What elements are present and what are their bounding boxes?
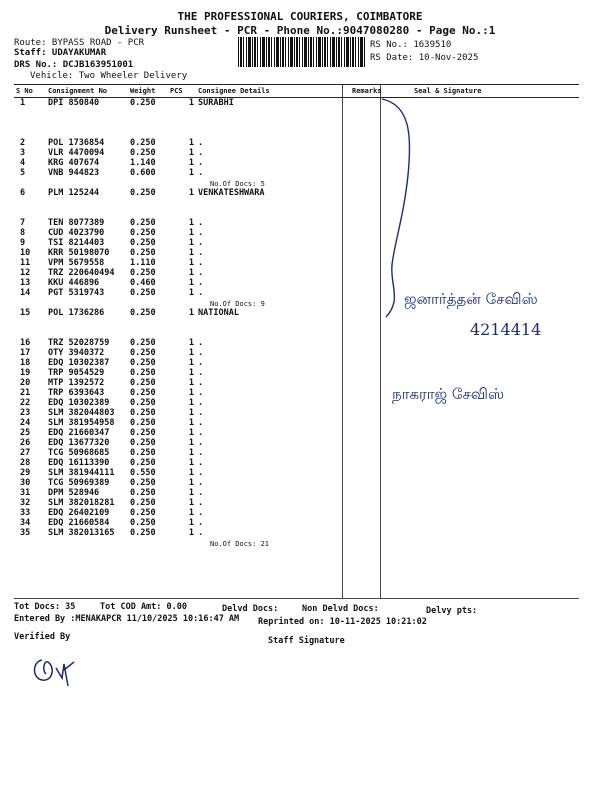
weight: 0.250 bbox=[130, 98, 156, 108]
pieces: 1 bbox=[188, 138, 194, 148]
pieces: 1 bbox=[188, 378, 194, 388]
staff: Staff: UDAYAKUMAR bbox=[14, 48, 107, 58]
col-remarks: Remarks bbox=[350, 85, 392, 98]
consignment-number: EDQ 10302387 bbox=[48, 358, 110, 368]
rs-number: RS No.: 1639510 bbox=[370, 40, 452, 50]
consignment-number: EDQ 21660347 bbox=[48, 428, 110, 438]
consignee-details: . bbox=[198, 138, 204, 148]
weight: 0.250 bbox=[130, 218, 156, 228]
consignment-number: KRR 50198070 bbox=[48, 248, 110, 258]
table-row bbox=[14, 468, 579, 478]
weight: 0.250 bbox=[130, 458, 156, 468]
weight: 0.550 bbox=[130, 468, 156, 478]
total-cod: Tot COD Amt: 0.00 bbox=[100, 602, 187, 612]
weight: 0.250 bbox=[130, 288, 156, 298]
consignment-number: EDQ 13677320 bbox=[48, 438, 110, 448]
serial-number: 29 bbox=[20, 468, 31, 478]
pieces: 1 bbox=[188, 358, 194, 368]
spacer-row bbox=[14, 108, 579, 118]
consignee-details: . bbox=[198, 438, 204, 448]
consignment-number: VPM 5679558 bbox=[48, 258, 105, 268]
pieces: 1 bbox=[188, 508, 194, 518]
pieces: 1 bbox=[188, 478, 194, 488]
footer-rule bbox=[14, 598, 579, 599]
pieces: 1 bbox=[188, 288, 194, 298]
col-sno: S No bbox=[14, 85, 46, 98]
consignment-number: TEN 8077389 bbox=[48, 218, 105, 228]
weight: 0.250 bbox=[130, 228, 156, 238]
consignee-details: VENKATESHWARA bbox=[198, 188, 265, 198]
serial-number: 25 bbox=[20, 428, 31, 438]
consignment-number: TRZ 52028759 bbox=[48, 338, 110, 348]
serial-number: 18 bbox=[20, 358, 31, 368]
col-consignee: Consignee Details bbox=[196, 85, 350, 98]
weight: 0.250 bbox=[130, 398, 156, 408]
weight: 0.250 bbox=[130, 478, 156, 488]
serial-number: 10 bbox=[20, 248, 31, 258]
table-row bbox=[14, 408, 579, 418]
consignment-number: MTP 1392572 bbox=[48, 378, 105, 388]
weight: 0.250 bbox=[130, 488, 156, 498]
weight: 0.250 bbox=[130, 348, 156, 358]
serial-number: 12 bbox=[20, 268, 31, 278]
handwritten-name-2: நாகராஜ் சேவிஸ் bbox=[392, 385, 505, 403]
consignee-details: . bbox=[198, 498, 204, 508]
weight: 0.250 bbox=[130, 338, 156, 348]
runsheet-title: Delivery Runsheet - PCR - Phone No.:9047080280 - Page No.:1 bbox=[104, 24, 496, 37]
consignment-number: PLM 125244 bbox=[48, 188, 100, 198]
consignee-details: . bbox=[198, 158, 204, 168]
table-row bbox=[14, 358, 579, 368]
serial-number: 27 bbox=[20, 448, 31, 458]
table-row bbox=[14, 138, 579, 148]
drs-number: DRS No.: DCJB163951001 bbox=[14, 60, 134, 70]
docs-count-row bbox=[14, 178, 579, 188]
consignee-details: . bbox=[198, 488, 204, 498]
table-row bbox=[14, 268, 579, 278]
table-row bbox=[14, 438, 579, 448]
consignment-number: VNB 944823 bbox=[48, 168, 100, 178]
serial-number: 34 bbox=[20, 518, 31, 528]
pieces: 1 bbox=[188, 338, 194, 348]
pieces: 1 bbox=[188, 398, 194, 408]
weight: 0.250 bbox=[130, 248, 156, 258]
table-row bbox=[14, 368, 579, 378]
pieces: 1 bbox=[188, 388, 194, 398]
pieces: 1 bbox=[188, 458, 194, 468]
consignee-details: . bbox=[198, 518, 204, 528]
weight: 0.250 bbox=[130, 408, 156, 418]
company-name: THE PROFESSIONAL COURIERS, COIMBATORE bbox=[177, 10, 423, 23]
pieces: 1 bbox=[188, 348, 194, 358]
consignment-number: EDQ 26402109 bbox=[48, 508, 110, 518]
weight: 0.250 bbox=[130, 498, 156, 508]
weight: 0.250 bbox=[130, 388, 156, 398]
table-row bbox=[14, 188, 579, 198]
pieces: 1 bbox=[188, 408, 194, 418]
serial-number: 31 bbox=[20, 488, 31, 498]
table-row bbox=[14, 228, 579, 238]
consignment-number: TCG 50969389 bbox=[48, 478, 110, 488]
consignee-details: . bbox=[198, 348, 204, 358]
table-row bbox=[14, 98, 579, 109]
delivered-docs: Delvd Docs: bbox=[222, 604, 279, 614]
table-row bbox=[14, 218, 579, 228]
serial-number: 16 bbox=[20, 338, 31, 348]
consignment-number: TSI 8214403 bbox=[48, 238, 105, 248]
consignment-number: SLM 382013165 bbox=[48, 528, 115, 538]
pieces: 1 bbox=[188, 518, 194, 528]
weight: 0.250 bbox=[130, 148, 156, 158]
pieces: 1 bbox=[188, 188, 194, 198]
weight: 0.250 bbox=[130, 438, 156, 448]
consignment-number: KKU 446896 bbox=[48, 278, 100, 288]
serial-number: 22 bbox=[20, 398, 31, 408]
serial-number: 23 bbox=[20, 408, 31, 418]
weight: 0.250 bbox=[130, 508, 156, 518]
weight: 0.250 bbox=[130, 518, 156, 528]
serial-number: 15 bbox=[20, 308, 31, 318]
weight: 0.460 bbox=[130, 278, 156, 288]
weight: 0.250 bbox=[130, 528, 156, 538]
weight: 0.250 bbox=[130, 368, 156, 378]
weight: 0.250 bbox=[130, 378, 156, 388]
consignee-details: . bbox=[198, 408, 204, 418]
weight: 0.250 bbox=[130, 138, 156, 148]
serial-number: 33 bbox=[20, 508, 31, 518]
docs-count: No.Of Docs: 21 bbox=[210, 540, 270, 548]
spacer-row bbox=[14, 128, 579, 138]
pieces: 1 bbox=[188, 278, 194, 288]
consignee-details: . bbox=[198, 508, 204, 518]
serial-number: 6 bbox=[20, 188, 26, 198]
consignment-number: VLR 4470094 bbox=[48, 148, 105, 158]
consignee-details: . bbox=[198, 228, 204, 238]
consignment-number: TRP 6393643 bbox=[48, 388, 105, 398]
table-row bbox=[14, 448, 579, 458]
runsheet-table bbox=[14, 84, 579, 548]
consignment-number: POL 1736286 bbox=[48, 308, 105, 318]
consignee-details: . bbox=[198, 288, 204, 298]
staff-signature: Staff Signature bbox=[268, 636, 345, 646]
reprinted-on: Reprinted on: 10-11-2025 10:21:02 bbox=[258, 617, 427, 627]
consignee-details: . bbox=[198, 418, 204, 428]
consignment-number: TCG 50968685 bbox=[48, 448, 110, 458]
pieces: 1 bbox=[188, 168, 194, 178]
weight: 0.250 bbox=[130, 448, 156, 458]
weight: 0.250 bbox=[130, 188, 156, 198]
serial-number: 14 bbox=[20, 288, 31, 298]
serial-number: 35 bbox=[20, 528, 31, 538]
consignee-details: . bbox=[198, 368, 204, 378]
consignment-number: CUD 4023790 bbox=[48, 228, 105, 238]
consignment-number: TRZ 220640494 bbox=[48, 268, 115, 278]
table-row bbox=[14, 498, 579, 508]
vehicle: Vehicle: Two Wheeler Delivery bbox=[30, 71, 188, 81]
consignee-details: . bbox=[198, 528, 204, 538]
consignee-details: . bbox=[198, 428, 204, 438]
table-row bbox=[14, 148, 579, 158]
verifier-signature bbox=[28, 648, 88, 688]
consignment-number: OTY 3940372 bbox=[48, 348, 105, 358]
consignee-details: . bbox=[198, 148, 204, 158]
delivery-bracket bbox=[380, 95, 430, 320]
serial-number: 8 bbox=[20, 228, 26, 238]
table-row bbox=[14, 338, 579, 348]
table-row bbox=[14, 158, 579, 168]
serial-number: 5 bbox=[20, 168, 26, 178]
col-weight: Weight bbox=[128, 85, 168, 98]
pieces: 1 bbox=[188, 428, 194, 438]
serial-number: 32 bbox=[20, 498, 31, 508]
consignee-details: . bbox=[198, 338, 204, 348]
consignment-number: KRG 407674 bbox=[48, 158, 100, 168]
pieces: 1 bbox=[188, 308, 194, 318]
pieces: 1 bbox=[188, 438, 194, 448]
pieces: 1 bbox=[188, 448, 194, 458]
consignee-details: . bbox=[198, 268, 204, 278]
table-row bbox=[14, 258, 579, 268]
serial-number: 30 bbox=[20, 478, 31, 488]
consignee-details: . bbox=[198, 358, 204, 368]
consignment-number: SLM 382018281 bbox=[48, 498, 115, 508]
weight: 1.140 bbox=[130, 158, 156, 168]
weight: 0.250 bbox=[130, 308, 156, 318]
table-row bbox=[14, 238, 579, 248]
serial-number: 24 bbox=[20, 418, 31, 428]
consignee-details: . bbox=[198, 478, 204, 488]
consignee-details: NATIONAL bbox=[198, 308, 239, 318]
table-row bbox=[14, 348, 579, 358]
consignment-number: SLM 381944111 bbox=[48, 468, 115, 478]
serial-number: 20 bbox=[20, 378, 31, 388]
pieces: 1 bbox=[188, 498, 194, 508]
table-row bbox=[14, 428, 579, 438]
serial-number: 13 bbox=[20, 278, 31, 288]
table-row bbox=[14, 168, 579, 178]
spacer-row bbox=[14, 118, 579, 128]
consignee-details: . bbox=[198, 398, 204, 408]
weight: 0.250 bbox=[130, 238, 156, 248]
pieces: 1 bbox=[188, 268, 194, 278]
rs-date: RS Date: 10-Nov-2025 bbox=[370, 53, 479, 63]
route: Route: BYPASS ROAD - PCR bbox=[14, 38, 145, 48]
pieces: 1 bbox=[188, 218, 194, 228]
table-row bbox=[14, 248, 579, 258]
weight: 0.250 bbox=[130, 358, 156, 368]
serial-number: 4 bbox=[20, 158, 26, 168]
docs-count: No.Of Docs: 5 bbox=[210, 180, 265, 188]
serial-number: 21 bbox=[20, 388, 31, 398]
total-docs: Tot Docs: 35 bbox=[14, 602, 76, 612]
consignee-details: . bbox=[198, 388, 204, 398]
col-pcs: PCS bbox=[168, 85, 196, 98]
docs-count: No.Of Docs: 9 bbox=[210, 300, 265, 308]
non-delivered-docs: Non Delvd Docs: bbox=[302, 604, 379, 614]
table-row bbox=[14, 478, 579, 488]
consignee-details: . bbox=[198, 218, 204, 228]
consignee-details: . bbox=[198, 378, 204, 388]
col-consignment: Consignment No bbox=[46, 85, 128, 98]
serial-number: 7 bbox=[20, 218, 26, 228]
consignment-number: EDQ 16113390 bbox=[48, 458, 110, 468]
pieces: 1 bbox=[188, 158, 194, 168]
consignment-number: TRP 9054529 bbox=[48, 368, 105, 378]
serial-number: 17 bbox=[20, 348, 31, 358]
consignment-number: POL 1736854 bbox=[48, 138, 105, 148]
pieces: 1 bbox=[188, 368, 194, 378]
serial-number: 9 bbox=[20, 238, 26, 248]
table-row bbox=[14, 418, 579, 428]
verified-by: Verified By bbox=[14, 632, 71, 642]
table-row bbox=[14, 458, 579, 468]
docs-count-row bbox=[14, 538, 579, 548]
consignee-details: . bbox=[198, 458, 204, 468]
consignment-number: EDQ 10302389 bbox=[48, 398, 110, 408]
col-seal: Seal & Signature bbox=[392, 85, 579, 98]
table-row bbox=[14, 488, 579, 498]
spacer-row bbox=[14, 208, 579, 218]
pieces: 1 bbox=[188, 258, 194, 268]
pieces: 1 bbox=[188, 248, 194, 258]
pieces: 1 bbox=[188, 98, 194, 108]
spacer-row bbox=[14, 198, 579, 208]
serial-number: 3 bbox=[20, 148, 26, 158]
table-header-row bbox=[14, 85, 579, 98]
consignment-number: PGT 5319743 bbox=[48, 288, 105, 298]
pieces: 1 bbox=[188, 418, 194, 428]
serial-number: 19 bbox=[20, 368, 31, 378]
pieces: 1 bbox=[188, 238, 194, 248]
weight: 0.250 bbox=[130, 418, 156, 428]
table-row bbox=[14, 528, 579, 538]
consignment-number: SLM 382044803 bbox=[48, 408, 115, 418]
weight: 0.250 bbox=[130, 268, 156, 278]
pieces: 1 bbox=[188, 488, 194, 498]
pieces: 1 bbox=[188, 528, 194, 538]
serial-number: 28 bbox=[20, 458, 31, 468]
consignee-details: . bbox=[198, 168, 204, 178]
serial-number: 11 bbox=[20, 258, 31, 268]
consignment-number: EDQ 21660584 bbox=[48, 518, 110, 528]
consignee-details: SURABHI bbox=[198, 98, 234, 108]
pieces: 1 bbox=[188, 228, 194, 238]
consignment-number: DPM 528946 bbox=[48, 488, 100, 498]
consignee-details: . bbox=[198, 248, 204, 258]
consignee-details: . bbox=[198, 278, 204, 288]
consignee-details: . bbox=[198, 468, 204, 478]
entered-by: Entered By :MENAKAPCR 11/10/2025 10:16:47 AM bbox=[14, 614, 240, 624]
consignment-number: SLM 381954958 bbox=[48, 418, 115, 428]
barcode bbox=[238, 37, 366, 67]
weight: 1.110 bbox=[130, 258, 156, 268]
pieces: 1 bbox=[188, 148, 194, 158]
consignee-details: . bbox=[198, 448, 204, 458]
consignment-number: DPI 850840 bbox=[48, 98, 100, 108]
weight: 0.250 bbox=[130, 428, 156, 438]
handwritten-name-1: ஜனார்த்தன் சேவிஸ் bbox=[404, 290, 538, 308]
table-row bbox=[14, 508, 579, 518]
serial-number: 26 bbox=[20, 438, 31, 448]
serial-number: 2 bbox=[20, 138, 26, 148]
pieces: 1 bbox=[188, 468, 194, 478]
delivery-points: Delvy pts: bbox=[426, 606, 478, 616]
weight: 0.600 bbox=[130, 168, 156, 178]
handwritten-number: 4214414 bbox=[470, 320, 542, 339]
table-row bbox=[14, 278, 579, 288]
table-row bbox=[14, 518, 579, 528]
consignee-details: . bbox=[198, 238, 204, 248]
consignee-details: . bbox=[198, 258, 204, 268]
serial-number: 1 bbox=[20, 98, 26, 108]
